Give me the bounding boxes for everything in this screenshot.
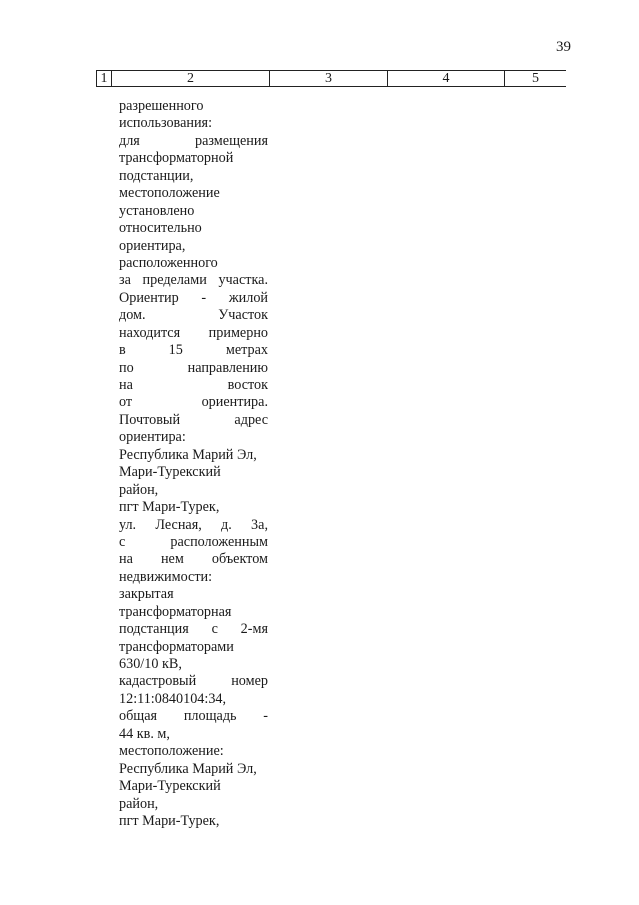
header-cell-3: 3 bbox=[270, 71, 388, 86]
text-line: использования: bbox=[119, 115, 213, 132]
header-cell-1: 1 bbox=[96, 71, 112, 86]
text-line: Почтовый адрес bbox=[119, 411, 268, 428]
table-header-row bbox=[96, 70, 566, 87]
page-number: 39 bbox=[556, 39, 571, 55]
text-line: по направлению bbox=[119, 359, 268, 376]
text-line: от ориентира. bbox=[119, 394, 268, 411]
text-line: 12:11:0840104:34, bbox=[119, 690, 227, 707]
text-line: относительно bbox=[119, 220, 202, 237]
header-cell-4: 4 bbox=[388, 71, 505, 86]
text-line: ориентира: bbox=[119, 429, 186, 446]
text-line: 44 кв. м, bbox=[119, 725, 170, 742]
text-line: трансформаторная bbox=[119, 603, 232, 620]
text-line: район, bbox=[119, 481, 159, 498]
text-line: ул. Лесная, д. 3а, bbox=[119, 516, 268, 533]
text-line: местоположение: bbox=[119, 743, 224, 760]
text-line: Мари-Турекский bbox=[119, 464, 221, 481]
text-line: находится примерно bbox=[119, 324, 268, 341]
text-line: Республика Марий Эл, bbox=[119, 760, 257, 777]
text-line: дом. Участок bbox=[119, 307, 268, 324]
text-line: трансформаторной bbox=[119, 150, 234, 167]
text-line: на восток bbox=[119, 377, 268, 393]
text-line: общая площадь - bbox=[119, 708, 268, 725]
text-line: недвижимости: bbox=[119, 568, 213, 585]
text-line: на нем объектом bbox=[119, 551, 268, 568]
text-line: пгт Мари-Турек, bbox=[119, 812, 220, 829]
text-line: с расположенным bbox=[119, 533, 268, 550]
text-line: Мари-Турекский bbox=[119, 778, 221, 795]
text-line: подстанции, bbox=[119, 167, 194, 184]
text-line: для размещения bbox=[119, 132, 268, 149]
text-line: кадастровый номер bbox=[119, 673, 268, 690]
text-line: Республика Марий Эл, bbox=[119, 446, 257, 463]
text-line: установлено bbox=[119, 202, 195, 219]
text-line: за пределами участка. bbox=[119, 272, 268, 289]
text-line: пгт Мари-Турек, bbox=[119, 499, 220, 516]
header-cell-2: 2 bbox=[112, 71, 270, 86]
text-line: трансформаторами bbox=[119, 638, 234, 655]
text-line: местоположение bbox=[119, 185, 220, 202]
text-line: в 15 метрах bbox=[119, 342, 268, 359]
text-line: ориентира, bbox=[119, 237, 186, 254]
text-line: Ориентир - жилой bbox=[119, 289, 268, 306]
text-line: 630/10 кВ, bbox=[119, 656, 182, 672]
column-2-text bbox=[119, 98, 268, 830]
text-line: расположенного bbox=[119, 254, 218, 271]
text-line: закрытая bbox=[119, 586, 174, 603]
header-cell-5: 5 bbox=[532, 71, 539, 86]
text-line: район, bbox=[119, 795, 159, 812]
text-line: подстанция с 2-мя bbox=[119, 621, 268, 638]
text-line: разрешенного bbox=[119, 98, 204, 114]
